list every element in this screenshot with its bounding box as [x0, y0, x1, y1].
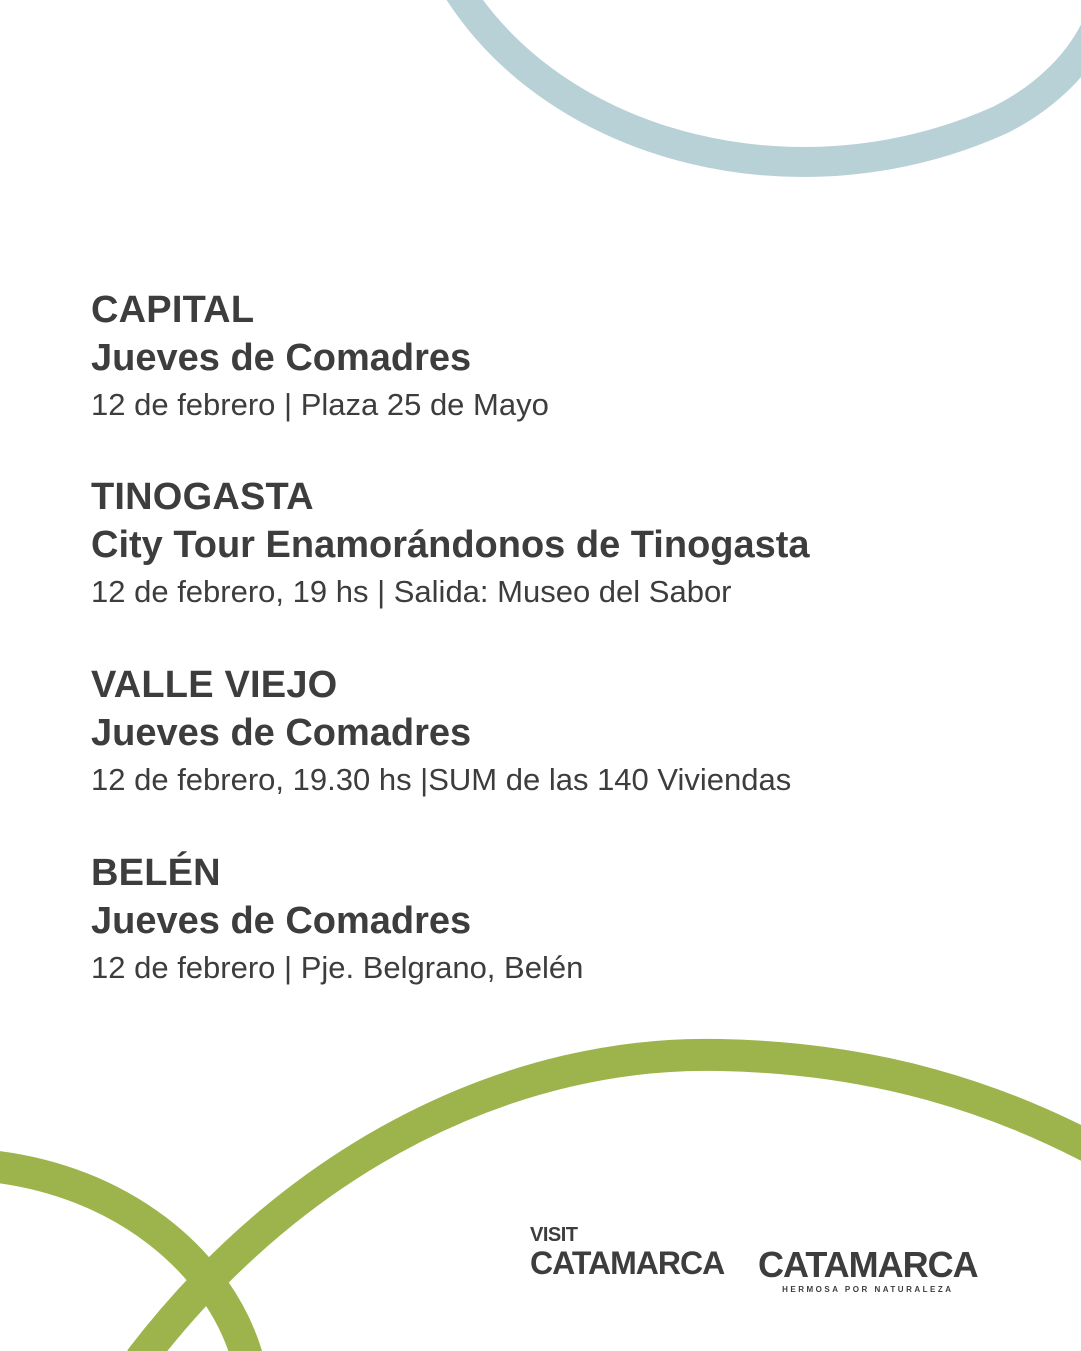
event-valle-viejo — [91, 662, 1031, 802]
catamarca-province-logo — [758, 1246, 978, 1296]
event-location: BELÉN — [91, 852, 221, 894]
event-details: 12 de febrero | Plaza 25 de Mayo — [91, 387, 549, 422]
top-blue-arc — [458, 0, 1081, 162]
visit-logo-prefix: VISIT — [530, 1224, 578, 1246]
event-title: Jueves de Comadres — [91, 712, 472, 754]
event-location: CAPITAL — [91, 289, 255, 331]
visit-logo-name: CATAMARCA — [530, 1245, 725, 1281]
bottom-green-arc-small — [0, 1166, 248, 1351]
event-title: Jueves de Comadres — [91, 337, 472, 379]
event-details: 12 de febrero, 19 hs | Salida: Museo del Sabor — [91, 574, 732, 609]
event-title: City Tour Enamorándonos de Tinogasta — [91, 524, 810, 566]
event-title: Jueves de Comadres — [91, 900, 472, 942]
province-logo-name: CATAMARCA — [758, 1244, 978, 1285]
event-details: 12 de febrero, 19.30 hs |SUM de las 140 Viviendas — [91, 762, 792, 797]
province-logo-tagline: HERMOSA POR NATURALEZA — [782, 1285, 954, 1294]
event-tinogasta — [91, 474, 1031, 614]
event-capital — [91, 287, 1031, 427]
bottom-green-arc-large — [140, 1055, 1081, 1351]
event-belen — [91, 850, 1031, 990]
footer-logos — [530, 1224, 978, 1304]
event-location: VALLE VIEJO — [91, 664, 338, 706]
event-location: TINOGASTA — [91, 476, 314, 518]
visit-catamarca-logo — [530, 1224, 724, 1280]
event-details: 12 de febrero | Pje. Belgrano, Belén — [91, 950, 584, 985]
